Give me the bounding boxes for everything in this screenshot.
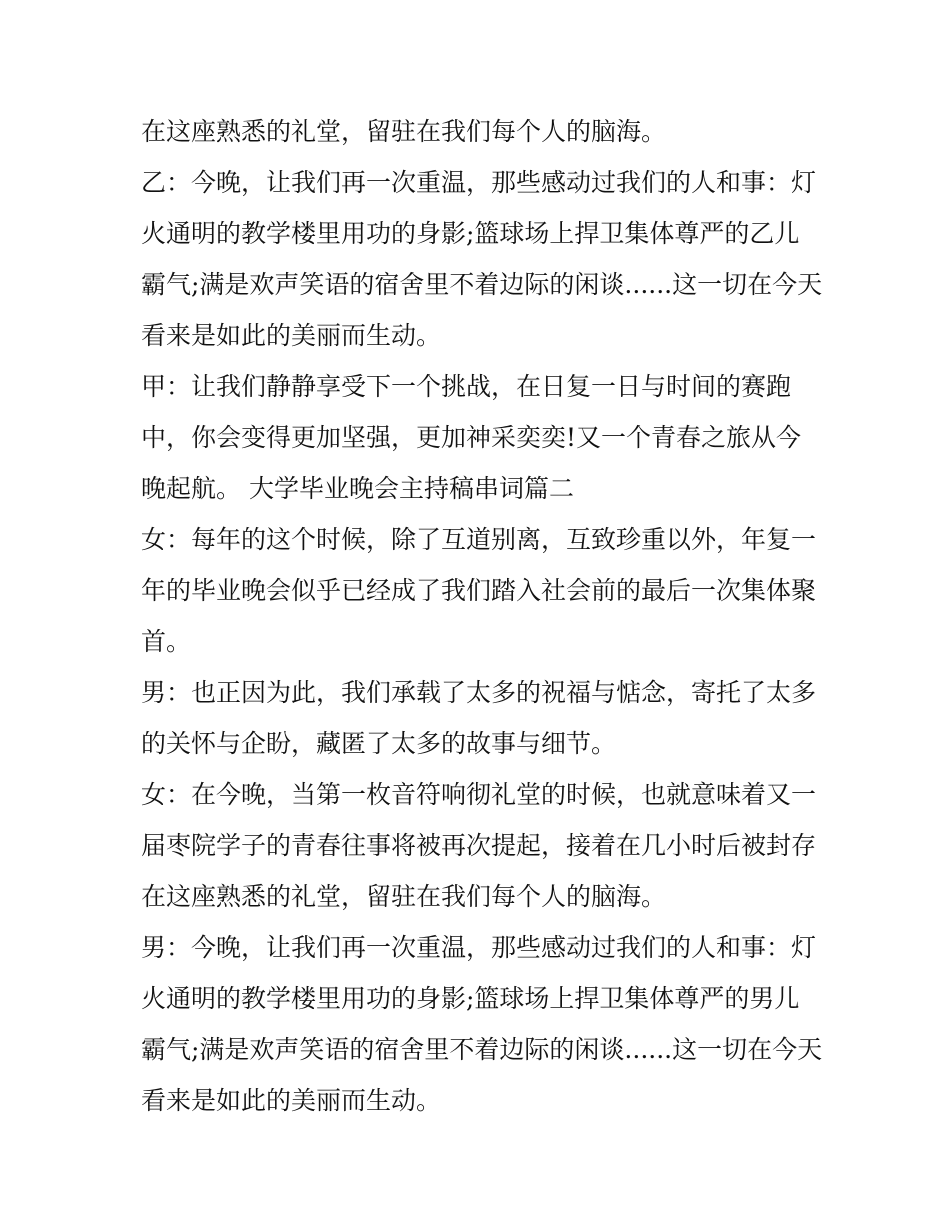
text-line: 男：今晚，让我们再一次重温，那些感动过我们的人和事：灯 — [141, 933, 817, 962]
text-line: 乙：今晚，让我们再一次重温，那些感动过我们的人和事：灯 — [141, 168, 817, 197]
text-line: 届枣院学子的青春往事将被再次提起，接着在几小时后被封存 — [141, 831, 817, 860]
text-line: 女：每年的这个时候，除了互道别离，互致珍重以外，年复一 — [141, 525, 817, 554]
text-line: 在这座熟悉的礼堂，留驻在我们每个人的脑海。 — [141, 882, 667, 911]
text-line: 霸气;满是欢声笑语的宿舍里不着边际的闲谈......这一切在今天 — [141, 1035, 823, 1064]
text-line: 的关怀与企盼，藏匿了太多的故事与细节。 — [141, 729, 617, 758]
text-line: 年的毕业晚会似乎已经成了我们踏入社会前的最后一次集体聚 — [141, 576, 817, 605]
text-line: 在这座熟悉的礼堂，留驻在我们每个人的脑海。 — [141, 117, 667, 146]
text-line: 甲：让我们静静享受下一个挑战，在日复一日与时间的赛跑 — [141, 372, 792, 401]
text-line: 霸气;满是欢声笑语的宿舍里不着边际的闲谈......这一切在今天 — [141, 270, 823, 299]
text-line: 首。 — [141, 627, 192, 656]
text-line: 中，你会变得更加坚强，更加神采奕奕!又一个青春之旅从今 — [141, 423, 802, 452]
document-body-text — [141, 106, 821, 1126]
text-line: 看来是如此的美丽而生动。 — [141, 321, 442, 350]
text-line: 看来是如此的美丽而生动。 — [141, 1086, 442, 1115]
text-line: 晚起航。 大学毕业晚会主持稿串词篇二 — [141, 474, 574, 503]
text-line: 女：在今晚，当第一枚音符响彻礼堂的时候，也就意味着又一 — [141, 780, 817, 809]
text-line: 火通明的教学楼里用功的身影;篮球场上捍卫集体尊严的乙儿 — [141, 219, 800, 248]
text-line: 火通明的教学楼里用功的身影;篮球场上捍卫集体尊严的男儿 — [141, 984, 800, 1013]
text-line: 男：也正因为此，我们承载了太多的祝福与惦念，寄托了太多 — [141, 678, 817, 707]
